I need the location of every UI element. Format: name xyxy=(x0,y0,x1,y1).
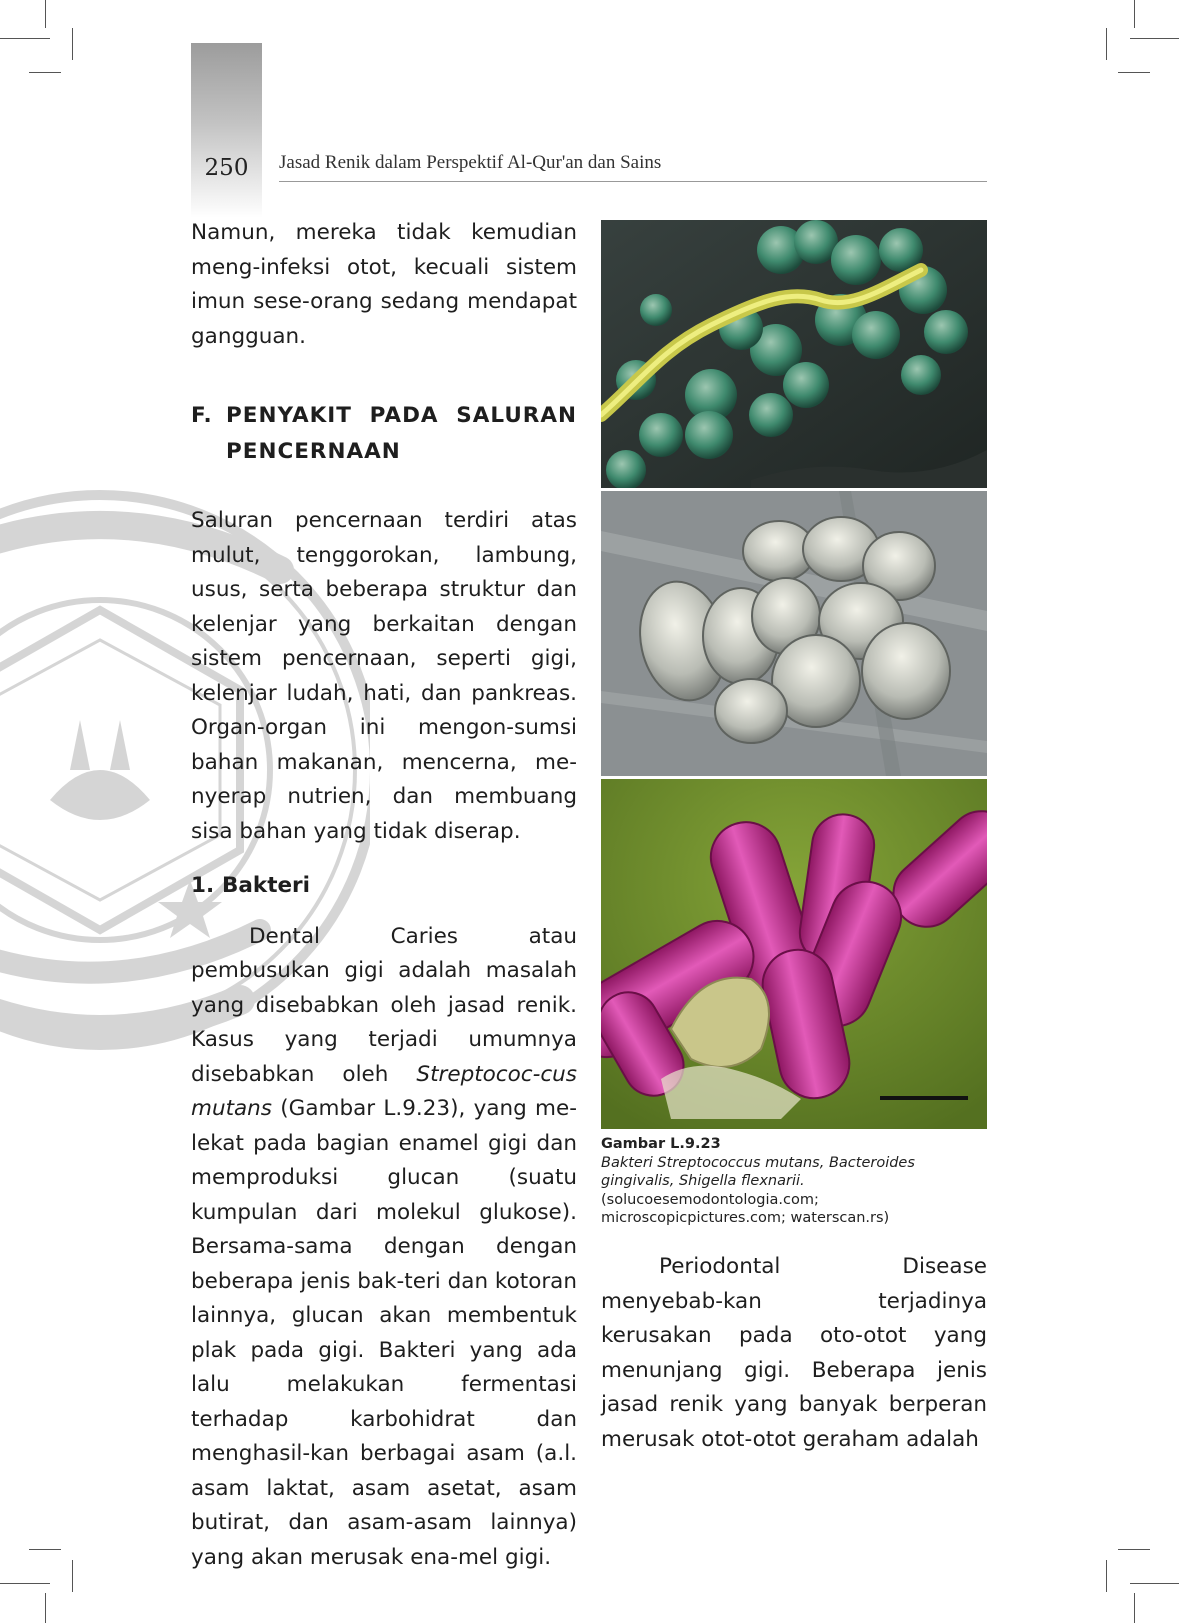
crop-mark xyxy=(0,38,50,39)
crop-mark xyxy=(1118,72,1150,73)
crop-mark xyxy=(1134,1593,1135,1623)
section-heading xyxy=(191,398,577,470)
figure-label: Gambar L.9.23 xyxy=(601,1136,721,1152)
subsection-number: 1. xyxy=(191,873,215,898)
crop-mark xyxy=(45,0,46,28)
caries-text-2: (Gambar L.9.23), yang me-lekat pada bagian enamel gigi dan memproduksi glucan (suatu kumpulan dari molekul glukose). Bersama-sama dengan dengan beberapa jenis bak-teri dan kotoran lainnya, glucan akan membentuk plak pada gigi. Bakteri yang ada lalu melakukan fermentasi terhadap karbohidrat dan menghasil-kan berbagai asam (a.l. asam laktat, asam asetat, asam butirat, dan asam-asam lainnya) yang akan merusak ena-mel gigi. xyxy=(191,1096,577,1570)
paragraph-periodontal: Periodontal Disease menyebab-kan terjadinya kerusakan pada oto-otot yang menunjang gigi. Beberapa jenis jasad renik yang banyak berperan merusak otot-otot geraham adalah xyxy=(601,1254,987,1452)
micrograph-streptococcus-icon xyxy=(601,220,987,488)
page-number-tab xyxy=(191,43,262,218)
paragraph-dental-caries xyxy=(191,920,577,1576)
crop-mark xyxy=(1118,1549,1150,1550)
crop-mark xyxy=(29,1549,61,1550)
running-header: Jasad Renik dalam Perspektif Al-Qur'an dan Sains xyxy=(279,152,662,173)
figure-bacteria xyxy=(601,220,987,1228)
page-number: 250 xyxy=(204,155,249,181)
crop-mark xyxy=(1134,0,1135,28)
crop-mark xyxy=(29,72,61,73)
micrograph-shigella-icon xyxy=(601,779,987,1129)
paragraph-continuation: Namun, mereka tidak kemudian meng-infeksi otot, kecuali sistem imun sese-orang sedang mendapat gangguan. xyxy=(191,220,577,349)
figure-caption xyxy=(601,1135,987,1228)
left-column xyxy=(191,216,577,1575)
section-title: PENYAKIT PADA SALURAN PENCERNAAN xyxy=(226,403,577,464)
crop-mark xyxy=(1130,1583,1179,1584)
subsection-heading xyxy=(191,869,577,904)
crop-mark xyxy=(1106,1560,1107,1592)
figure-caption-species: Bakteri Streptococcus mutans, Bacteroides gingivalis, Shigella flexnarii. xyxy=(601,1154,915,1189)
micrograph-bacteroides-icon xyxy=(601,491,987,776)
crop-mark xyxy=(0,1583,50,1584)
crop-mark xyxy=(72,1560,73,1592)
crop-mark xyxy=(45,1593,46,1623)
paragraph-digestive-tract: Saluran pencernaan terdiri atas mulut, tenggorokan, lambung, usus, serta beberapa struktur dan kelenjar yang berkaitan dengan sistem pencernaan, seperti gigi, kelenjar ludah, hati, dan pankreas. Organ-organ ini mengon-sumsi bahan makanan, mencerna, me-nyerap nutrien, dan membuang sisa bahan yang tidak diserap. xyxy=(191,508,577,844)
crop-mark xyxy=(1130,38,1179,39)
section-number: F. xyxy=(191,403,213,428)
subsection-title: Bakteri xyxy=(222,873,311,898)
crop-mark xyxy=(72,28,73,60)
figure-caption-sources: (solucoesemodontologia.com; microscopicpictures.com; waterscan.rs) xyxy=(601,1191,890,1226)
header-rule xyxy=(279,181,987,182)
right-column xyxy=(601,1250,987,1457)
caries-text-1: Dental Caries atau pembusukan gigi adalah masalah yang disebabkan oleh jasad renik. Kasus yang terjadi umumnya disebabkan oleh xyxy=(191,923,577,1087)
crop-mark xyxy=(1106,28,1107,60)
caries-species: Streptococ-cus mutans xyxy=(191,1061,577,1121)
